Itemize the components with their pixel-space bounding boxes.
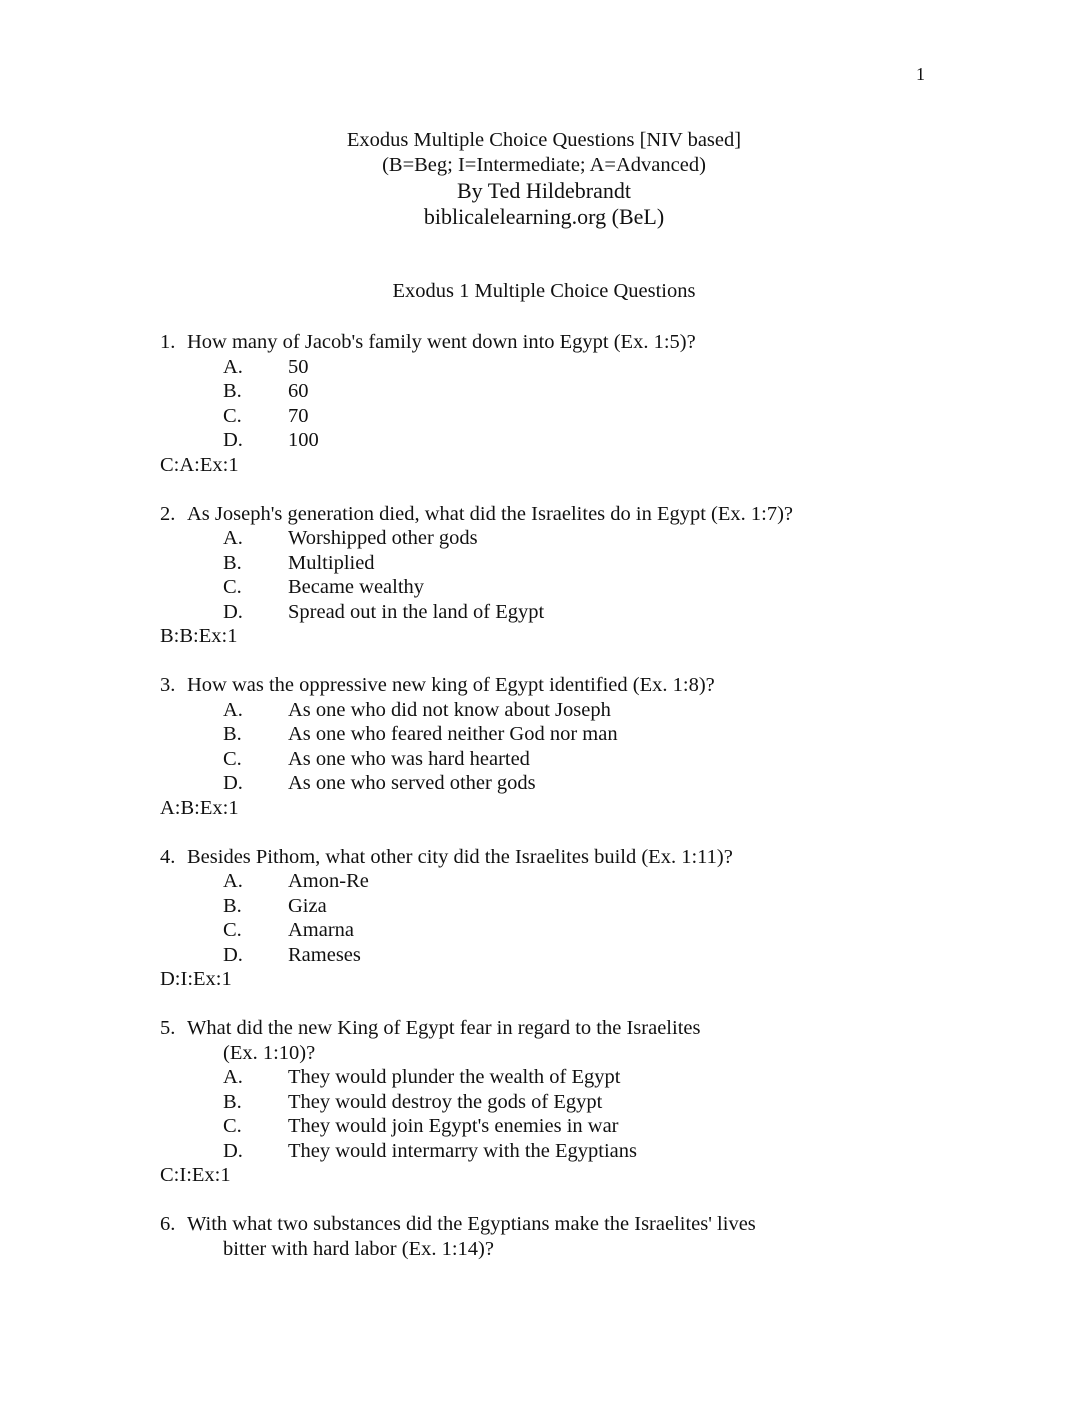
option-text: 50 [288, 355, 309, 378]
option-letter: B. [223, 551, 242, 574]
question-number: 1. [160, 331, 176, 353]
option-text: Rameses [288, 943, 361, 966]
option-b [160, 1090, 960, 1115]
option-text: They would destroy the gods of Egypt [288, 1090, 603, 1113]
option-d [160, 428, 960, 453]
option-text: They would plunder the wealth of Egypt [288, 1066, 621, 1088]
option-d [160, 600, 960, 625]
option-letter: C. [223, 747, 242, 770]
option-b [160, 722, 960, 747]
option-text: As one who feared neither God nor man [288, 723, 618, 745]
answer-code: A:B:Ex:1 [160, 796, 239, 819]
option-text: Giza [288, 894, 327, 917]
question-2 [160, 502, 960, 649]
question-number: 3. [160, 674, 176, 696]
question-stem [160, 845, 960, 870]
question-text: As Joseph's generation died, what did the Israelites do in Egypt (Ex. 1:7)? [187, 502, 794, 525]
option-text: Spread out in the land of Egypt [288, 600, 545, 623]
question-number: 2. [160, 502, 176, 525]
option-letter: C. [223, 404, 242, 427]
option-c [160, 404, 960, 429]
option-letter: B. [223, 894, 242, 917]
question-5 [160, 1016, 960, 1188]
option-d [160, 943, 960, 968]
option-b [160, 551, 960, 576]
option-letter: B. [223, 723, 242, 745]
option-a [160, 355, 960, 380]
option-text: Worshipped other gods [288, 527, 478, 549]
answer-code: D:I:Ex:1 [160, 968, 232, 990]
option-letter: B. [223, 380, 242, 402]
question-text: How was the oppressive new king of Egypt identified (Ex. 1:8)? [187, 674, 715, 696]
option-letter: A. [223, 1066, 243, 1088]
option-a [160, 526, 960, 551]
question-6 [160, 1212, 960, 1261]
option-text: Became wealthy [288, 576, 425, 598]
option-a [160, 1065, 960, 1090]
difficulty-legend: (B=Beg; I=Intermediate; A=Advanced) [382, 154, 706, 176]
question-stem [160, 673, 960, 698]
option-letter: D. [223, 429, 243, 451]
question-1 [160, 330, 960, 477]
option-text: 60 [288, 380, 309, 402]
site-line: biblicalelearning.org (BeL) [423, 204, 665, 229]
option-text: As one who served other gods [288, 772, 536, 794]
author-line: By Ted Hildebrandt [456, 178, 632, 203]
option-letter: C. [223, 919, 242, 941]
question-number: 4. [160, 845, 176, 868]
question-number: 6. [160, 1213, 176, 1235]
answer-code: B:B:Ex:1 [160, 625, 238, 647]
option-letter: C. [223, 1115, 242, 1137]
option-a [160, 698, 960, 723]
option-letter: A. [223, 698, 243, 721]
option-c [160, 747, 960, 772]
option-text: Amarna [288, 919, 355, 941]
option-letter: B. [223, 1090, 242, 1113]
question-stem [160, 1212, 960, 1237]
option-letter: C. [223, 576, 242, 598]
option-letter: D. [223, 1139, 243, 1162]
option-letter: D. [223, 943, 243, 966]
option-c [160, 1114, 960, 1139]
option-d [160, 771, 960, 796]
option-letter: A. [223, 870, 243, 892]
question-stem [160, 1016, 960, 1041]
option-d [160, 1139, 960, 1164]
question-text: How many of Jacob's family went down into Egypt (Ex. 1:5)? [187, 331, 696, 353]
question-text: Besides Pithom, what other city did the Israelites build (Ex. 1:11)? [187, 845, 733, 868]
option-text: As one who was hard hearted [288, 747, 530, 770]
option-text: They would join Egypt's enemies in war [288, 1115, 619, 1137]
question-stem [160, 502, 960, 527]
option-letter: D. [223, 600, 243, 623]
option-c [160, 918, 960, 943]
option-text: They would intermarry with the Egyptians [288, 1139, 637, 1162]
document-title: Exodus Multiple Choice Questions [NIV based] [346, 129, 742, 151]
question-text-continued: bitter with hard labor (Ex. 1:14)? [223, 1237, 494, 1260]
option-b [160, 379, 960, 404]
option-a [160, 869, 960, 894]
section-title: Exodus 1 Multiple Choice Questions [392, 280, 696, 302]
option-c [160, 575, 960, 600]
option-text: Multiplied [288, 551, 375, 574]
answer-code: C:I:Ex:1 [160, 1164, 231, 1186]
option-text: As one who did not know about Joseph [288, 698, 611, 721]
answer-code: C:A:Ex:1 [160, 453, 239, 476]
page-number: 1 [916, 64, 925, 84]
question-4 [160, 845, 960, 992]
option-b [160, 894, 960, 919]
document-header [0, 128, 1088, 230]
question-number: 5. [160, 1017, 176, 1039]
question-stem [160, 330, 960, 355]
option-letter: A. [223, 355, 243, 378]
option-letter: A. [223, 527, 243, 549]
option-text: Amon-Re [288, 870, 369, 892]
question-text: What did the new King of Egypt fear in regard to the Israelites [187, 1017, 701, 1039]
question-3 [160, 673, 960, 820]
question-text: With what two substances did the Egyptians make the Israelites' lives [187, 1213, 756, 1235]
question-text-continued: (Ex. 1:10)? [223, 1041, 316, 1064]
option-text: 70 [288, 404, 309, 427]
option-text: 100 [288, 429, 319, 451]
option-letter: D. [223, 772, 243, 794]
question-list [160, 330, 960, 1286]
